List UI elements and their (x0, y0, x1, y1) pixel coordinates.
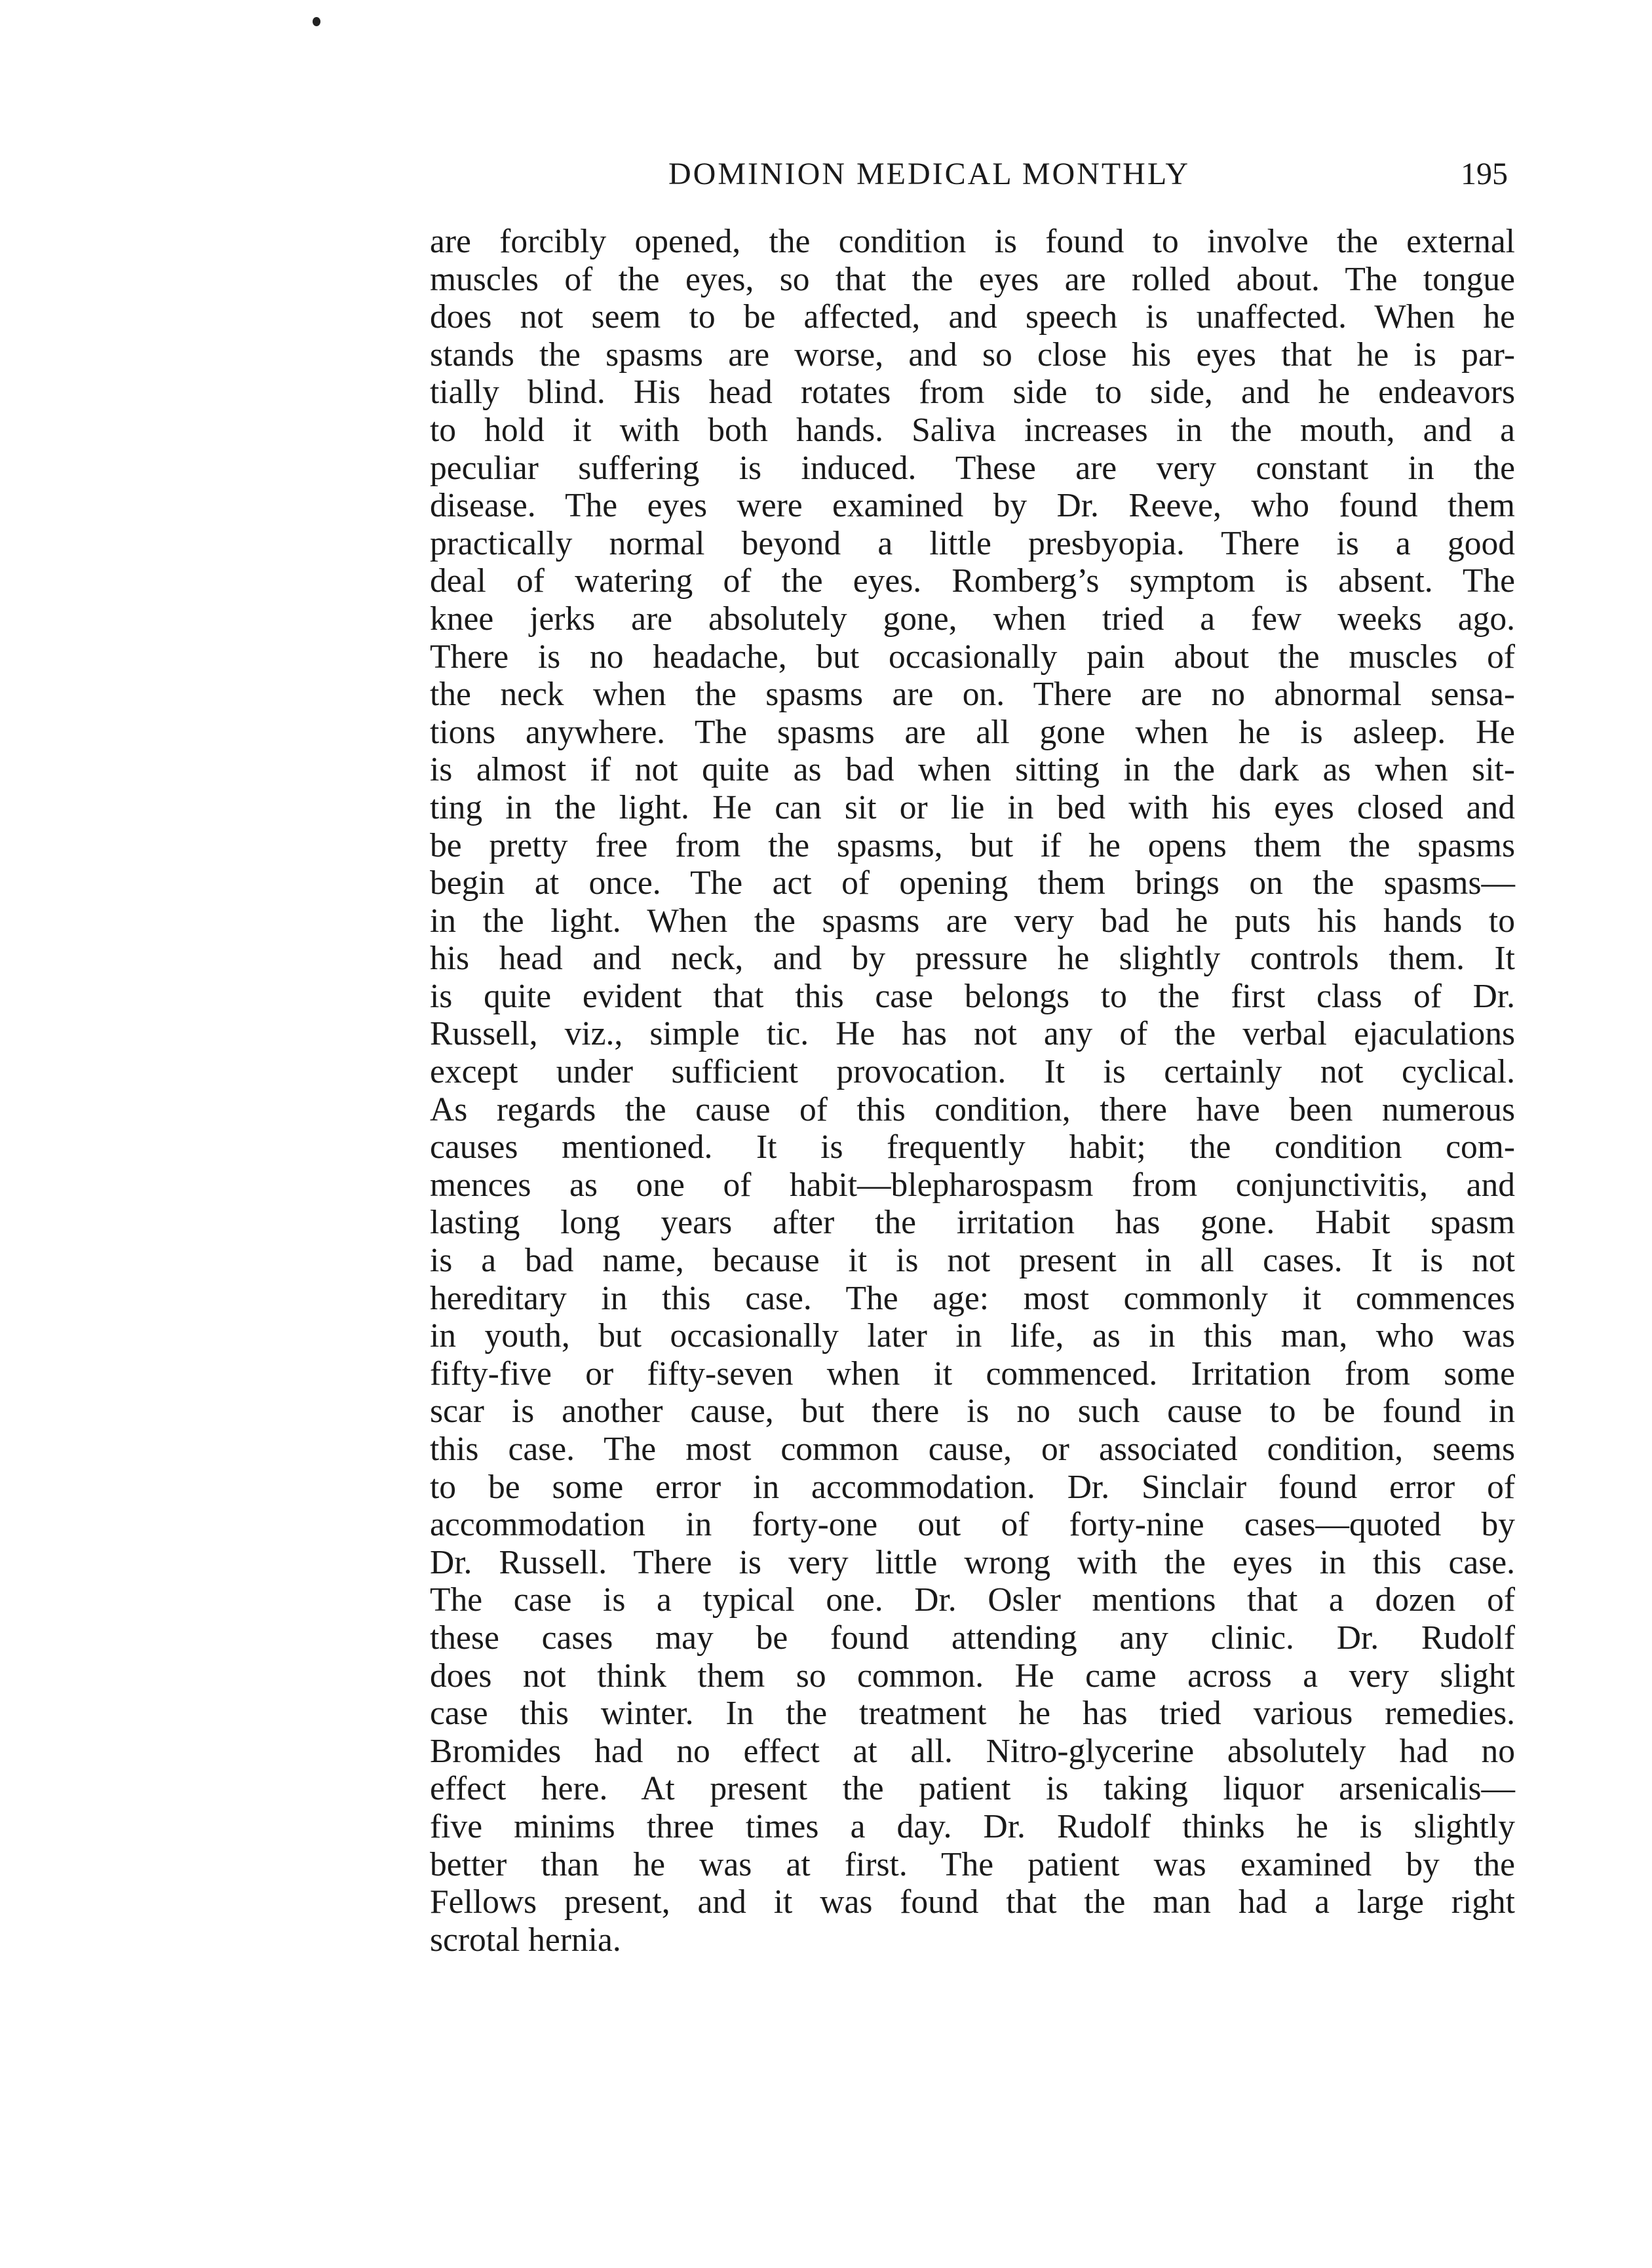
text-line: hereditary in this case. The age: most commonly it commences (430, 1279, 1515, 1317)
text-line: scar is another cause, but there is no such cause to be found in (430, 1393, 1515, 1431)
text-line: be pretty free from the spasms, but if he opens them the spasms (430, 826, 1515, 864)
text-line: scrotal hernia. (430, 1921, 621, 1959)
text-line: in youth, but occasionally later in life, as in this man, who was (430, 1317, 1515, 1355)
print-speck (313, 17, 320, 26)
text-line: this case. The most common cause, or associated condition, seems (430, 1431, 1515, 1468)
text-line: There is no headache, but occasionally pain about the muscles of (430, 638, 1515, 676)
text-line: in the light. When the spasms are very bad he puts his hands to (430, 902, 1515, 940)
text-line: fifty-five or fifty-seven when it commenced. Irritation from some (430, 1355, 1515, 1393)
text-line: is almost if not quite as bad when sitting in the dark as when sit- (430, 751, 1515, 789)
text-line: to hold it with both hands. Saliva increases in the mouth, and a (430, 411, 1515, 449)
text-line: case this winter. In the treatment he has tried various remedies. (430, 1695, 1515, 1733)
text-line: effect here. At present the patient is taking liquor arsenicalis— (430, 1770, 1515, 1808)
text-line: lasting long years after the irritation has gone. Habit spasm (430, 1204, 1515, 1242)
running-title: DOMINION MEDICAL MONTHLY (668, 157, 1191, 191)
text-line: to be some error in accommodation. Dr. Sinclair found error of (430, 1468, 1515, 1506)
text-line: The case is a typical one. Dr. Osler mentions that a dozen of (430, 1581, 1515, 1619)
text-line: is a bad name, because it is not present in all cases. It is not (430, 1242, 1515, 1280)
text-line: the neck when the spasms are on. There are no abnormal sensa- (430, 676, 1515, 714)
text-line: accommodation in forty-one out of forty-nine cases—quoted by (430, 1506, 1515, 1544)
text-line: begin at once. The act of opening them brings on the spasms— (430, 864, 1515, 902)
text-line: five minims three times a day. Dr. Rudolf thinks he is slightly (430, 1807, 1515, 1845)
text-line: tially blind. His head rotates from side to side, and he endeavors (430, 374, 1515, 412)
text-line: except under sufficient provocation. It is certainly not cyclical. (430, 1053, 1515, 1091)
text-line: disease. The eyes were examined by Dr. Reeve, who found them (430, 487, 1515, 525)
text-line: Russell, viz., simple tic. He has not any of the verbal ejaculations (430, 1015, 1515, 1053)
running-head (0, 155, 1652, 194)
text-line: Dr. Russell. There is very little wrong with the eyes in this case. (430, 1543, 1515, 1581)
text-line: mences as one of habit—blepharospasm from conjunctivitis, and (430, 1166, 1515, 1204)
text-line: causes mentioned. It is frequently habit; the condition com- (430, 1128, 1515, 1166)
text-line: As regards the cause of this condition, there have been numerous (430, 1090, 1515, 1128)
text-line: is quite evident that this case belongs to the first class of Dr. (430, 977, 1515, 1015)
text-line: knee jerks are absolutely gone, when tried a few weeks ago. (430, 600, 1515, 638)
text-line: better than he was at first. The patient was examined by the (430, 1845, 1515, 1883)
text-line: does not think them so common. He came across a very slight (430, 1657, 1515, 1695)
text-line: Bromides had no effect at all. Nitro-glycerine absolutely had no (430, 1732, 1515, 1770)
text-line: these cases may be found attending any clinic. Dr. Rudolf (430, 1619, 1515, 1657)
text-line: tions anywhere. The spasms are all gone when he is asleep. He (430, 713, 1515, 751)
text-line: stands the spasms are worse, and so close his eyes that he is par- (430, 336, 1515, 374)
text-line: deal of watering of the eyes. Romberg’s symptom is absent. The (430, 562, 1515, 600)
text-line: muscles of the eyes, so that the eyes are rolled about. The tongue (430, 260, 1515, 298)
text-line: practically normal beyond a little presbyopia. There is a good (430, 524, 1515, 562)
text-line: does not seem to be affected, and speech is unaffected. When he (430, 298, 1515, 336)
text-line: peculiar suffering is induced. These are very constant in the (430, 449, 1515, 487)
text-line: his head and neck, and by pressure he slightly controls them. It (430, 940, 1515, 978)
text-line: Fellows present, and it was found that the man had a large right (430, 1883, 1515, 1921)
text-line: are forcibly opened, the condition is found to involve the external (430, 223, 1515, 260)
text-line: ting in the light. He can sit or lie in bed with his eyes closed and (430, 788, 1515, 826)
body-paragraph (430, 223, 1515, 1959)
page-number: 195 (1461, 157, 1508, 191)
